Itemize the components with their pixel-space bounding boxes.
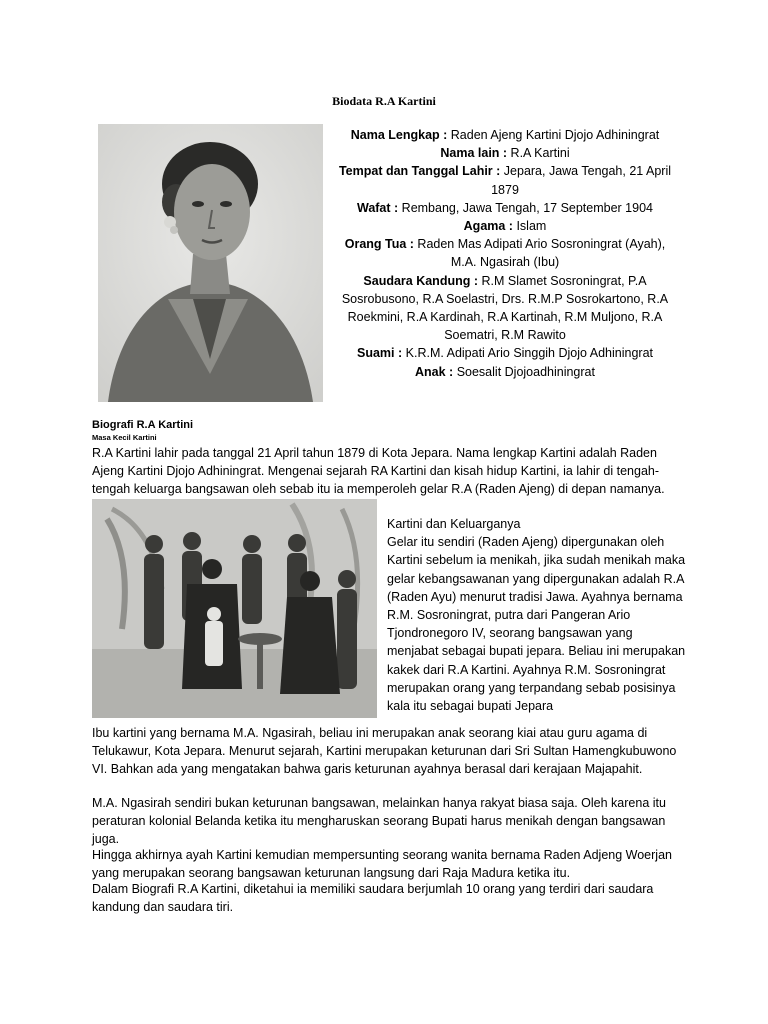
biodata-tempat-tanggal-lahir: Tempat dan Tanggal Lahir : Jepara, Jawa Tengah, 21 April 1879 [338, 164, 672, 197]
biodata-wafat: Wafat : Rembang, Jawa Tengah, 17 September 1904 [356, 200, 653, 215]
paragraph-ngasirah: M.A. Ngasirah sendiri bukan keturunan bangsawan, melainkan hanya rakyat biasa saja. Oleh karena itu peraturan kolonial Belanda ketika itu mengharuskan seorang Bupati harus menikah dengan bangsawan juga. [92, 796, 666, 847]
document-title: Biodata R.A Kartini [332, 94, 436, 108]
biografi-heading: Biografi R.A Kartini [92, 419, 194, 431]
family-photo [92, 499, 377, 718]
paragraph-woerjan: Hingga akhirnya ayah Kartini kemudian mempersunting seorang wanita bernama Raden Adjeng Woerjan yang merupakan seorang bangsawan keturunan langsung dari Raja Madura ketika itu. [92, 848, 672, 881]
biodata-orang-tua: Orang Tua : Raden Mas Adipati Ario Sosroningrat (Ayah), M.A. Ngasirah (Ibu) [344, 237, 666, 270]
biodata-anak: Anak : Soesalit Djojoadhiningrat [415, 364, 595, 379]
biodata-suami: Suami : K.R.M. Adipati Ario Singgih Djojo Adhiningrat [357, 346, 653, 361]
masa-kecil-heading: Masa Kecil Kartini [92, 433, 157, 442]
biodata-list [336, 126, 674, 381]
biodata-saudara-kandung: Saudara Kandung : R.M Slamet Sosroningrat, P.A Sosrobusono, R.A Soelastri, Drs. R.M.P Sosrokartono, R.A Roekmini, R.A Kardinah, R.A Kartinah, R.M Muljono, R.A Soematri, R.M Rawito [341, 273, 669, 343]
paragraph-birth: R.A Kartini lahir pada tanggal 21 April tahun 1879 di Kota Jepara. Nama lengkap Kartini adalah Raden Ajeng Kartini Djojo Adhiningrat. Mengenai sejarah RA Kartini dan kisah hidup Kartini, ia lahir di tengah-tengah keluarga bangsawan oleh sebab itu ia memperoleh gelar R.A (Raden Ajeng) di depan namanya. [92, 446, 665, 497]
keluarga-section [387, 515, 687, 715]
paragraph-ibu: Ibu kartini yang bernama M.A. Ngasirah, beliau ini merupakan anak seorang kiai atau guru agama di Telukawur, Kota Jepara. Menurut sejarah, Kartini merupakan keturunan dari Sri Sultan Hamengkubuwono VI. Bahkan ada yang mengatakan bahwa garis keturunan ayahnya berasal dari kerajaan Majapahit. [92, 726, 677, 777]
keluarga-heading: Kartini dan Keluarganya [387, 517, 521, 531]
paragraph-saudara: Dalam Biografi R.A Kartini, diketahui ia memiliki saudara berjumlah 10 orang yang terdiri dari saudara kandung dan saudara tiri. [92, 882, 654, 915]
biodata-agama: Agama : Islam [463, 219, 547, 234]
keluarga-text: Gelar itu sendiri (Raden Ajeng) dipergunakan oleh Kartini sebelum ia menikah, jika sudah menikah maka gelar kebangsawanan yang dipergunakan adalah R.A (Raden Ayu) menurut tradisi Jawa. Ayahnya bernama R.M. Sosroningrat, putra dari Pangeran Ario Tjondronegoro IV, seorang bangsawan yang menjabat sebagai bupati jepara. Beliau ini merupakan kakek dari R.A Kartini. Ayahnya R.M. Sosroningrat merupakan orang yang terpandang sebab posisinya kala itu sebagai bupati Jepara [387, 535, 686, 714]
kartini-portrait-photo [98, 124, 323, 402]
biodata-nama-lain: Nama lain : R.A Kartini [440, 146, 570, 161]
biodata-nama-lengkap: Nama Lengkap : Raden Ajeng Kartini Djojo Adhiningrat [350, 128, 660, 142]
